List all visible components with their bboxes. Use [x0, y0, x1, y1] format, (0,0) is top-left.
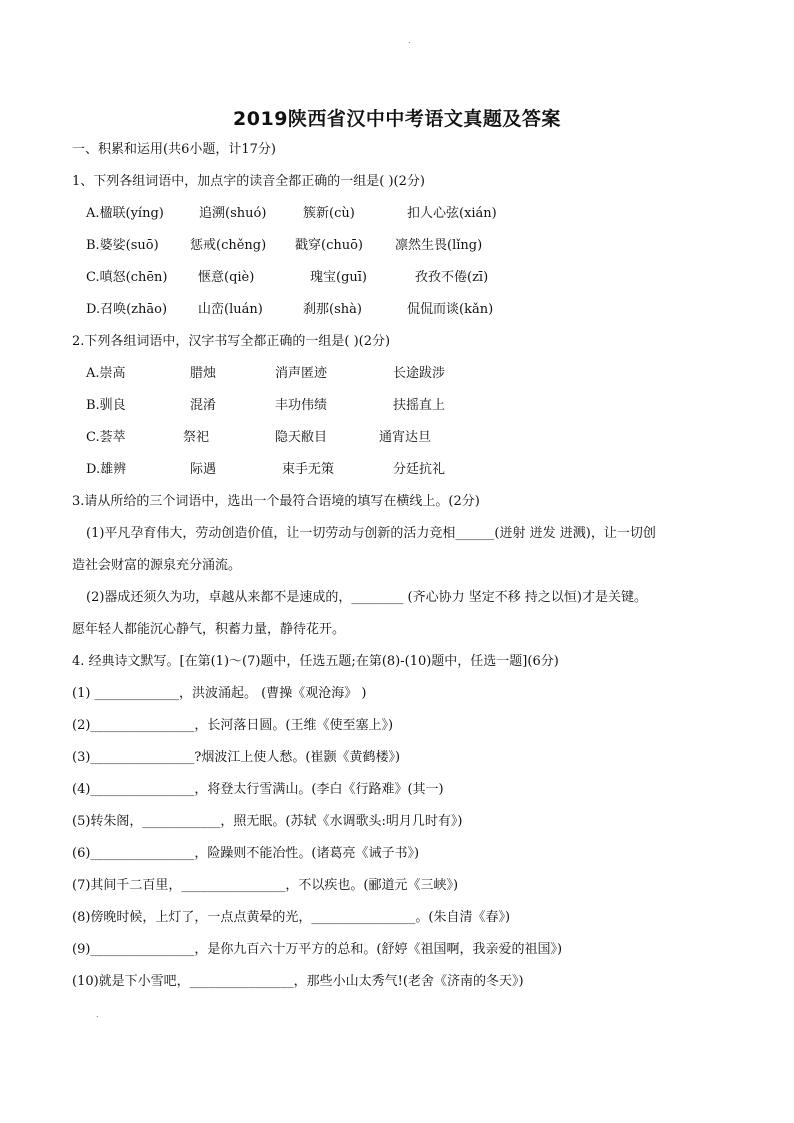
q4-item-2: (2)________________，长河落日圆。(王维《使至塞上》): [72, 718, 394, 733]
q1-option-a4: 扣人心弦(xián): [407, 206, 497, 221]
q4-item-10: (10)就是下小雪吧，________________，那些小山太秀气!(老舍《济南的冬天》): [72, 974, 524, 989]
q4-item-9: (9)________________，是你九百六十万平方的总和。(舒婷《祖国啊，我亲爱的祖国》): [72, 942, 563, 957]
q1-stem: 1、下列各组词语中，加点字的读音全都正确的一组是( )(2分): [72, 174, 425, 189]
q2-option-a4: 长途跋涉: [393, 366, 446, 381]
q1-option-c4: 孜孜不倦(zī): [415, 270, 489, 285]
q1-option-d3: 刹那(shà): [303, 302, 362, 317]
section-heading: 一、积累和运用(共6小题，计17分): [72, 142, 276, 157]
q4-item-8: (8)傍晚时候，上灯了，一点点黄晕的光，________________。(朱自清《春》): [72, 910, 511, 925]
q3-part1-line1: (1)平凡孕育伟大，劳动创造价值，让一切劳动与创新的活力竞相______(迸射 迸发 迸溅)，让一切创: [86, 526, 656, 541]
q1-option-d2: 山峦(luán): [198, 302, 263, 317]
q4-item-1: (1) _____________，洪波涌起。 (曹操《观沧海》 ): [72, 686, 367, 701]
q2-option-b4: 扶摇直上: [393, 398, 446, 413]
page-title: 2019陕西省汉中中考语文真题及答案: [233, 108, 561, 130]
page-dot-bottom: .: [96, 1010, 99, 1019]
q2-stem: 2.下列各组词语中，汉字书写全都正确的一组是( )(2分): [72, 334, 391, 349]
q1-option-b3: 戳穿(chuō): [295, 238, 363, 253]
q1-option-c2: 惬意(qiè): [198, 270, 255, 285]
q1-option-b1: B.婆娑(suō): [86, 238, 159, 253]
q2-option-c4: 通宵达旦: [379, 430, 432, 445]
q3-stem: 3.请从所给的三个词语中，选出一个最符合语境的填写在横线上。(2分): [72, 494, 480, 509]
q3-part2-line1: (2)器成还须久为功，卓越从来都不是速成的，________ (齐心协力 坚定不移 持之以恒)才是关键。: [86, 590, 647, 605]
q3-part2-line2: 愿年轻人都能沉心静气，积蓄力量，静待花开。: [72, 622, 346, 637]
q2-option-d3: 束手无策: [282, 462, 335, 477]
q2-option-b1: B.驯良: [86, 398, 126, 413]
q1-option-a1: A.楹联(yíng): [86, 206, 164, 221]
q2-option-a1: A.崇高: [86, 366, 126, 381]
q2-option-c2: 祭祀: [183, 430, 210, 445]
q3-part1-line2: 造社会财富的源泉充分涌流。: [72, 558, 242, 573]
q1-option-d1: D.召唤(zhāo): [86, 302, 168, 317]
q1-option-b2: 惩戒(chěng): [190, 238, 267, 253]
q2-option-d1: D.雄辨: [86, 462, 127, 477]
q4-item-3: (3)________________?烟波江上使人愁。(崔颢《黄鹤楼》): [72, 750, 401, 765]
q4-item-5: (5)转朱阁，____________，照无眠。(苏轼《水调歌头:明月几时有》): [72, 814, 463, 829]
q2-option-b3: 丰功伟绩: [275, 398, 328, 413]
page-dot: .: [408, 36, 411, 45]
q2-option-c3: 隐天敝目: [275, 430, 328, 445]
q1-option-c1: C.嗔怒(chēn): [86, 270, 168, 285]
q4-item-4: (4)________________，将登太行雪满山。(李白《行路难》(其一): [72, 782, 444, 797]
q2-option-d4: 分廷抗礼: [393, 462, 446, 477]
q4-item-6: (6)________________，险躁则不能冶性。(诸葛亮《诫子书》): [72, 846, 420, 861]
q1-option-b4: 凛然生畏(lǐng): [395, 238, 483, 253]
q2-option-a3: 消声匿迹: [275, 366, 328, 381]
q1-option-c3: 瑰宝(guī): [310, 270, 367, 285]
q4-item-7: (7)其间千二百里，________________，不以疾也。(郦道元《三峡》): [72, 878, 459, 893]
q2-option-c1: C.荟萃: [86, 430, 126, 445]
q4-stem: 4. 经典诗文默写。[在第(1)～(7)题中，任选五题;在第(8)-(10)题中，任选一题](6分): [72, 654, 559, 669]
q1-option-a3: 簇新(cù): [303, 206, 355, 221]
q1-option-a2: 追溯(shuó): [199, 206, 267, 221]
q2-option-a2: 腊烛: [190, 366, 217, 381]
q1-option-d4: 侃侃而谈(kǎn): [407, 302, 494, 317]
q2-option-d2: 际遇: [190, 462, 217, 477]
q2-option-b2: 混淆: [190, 398, 217, 413]
